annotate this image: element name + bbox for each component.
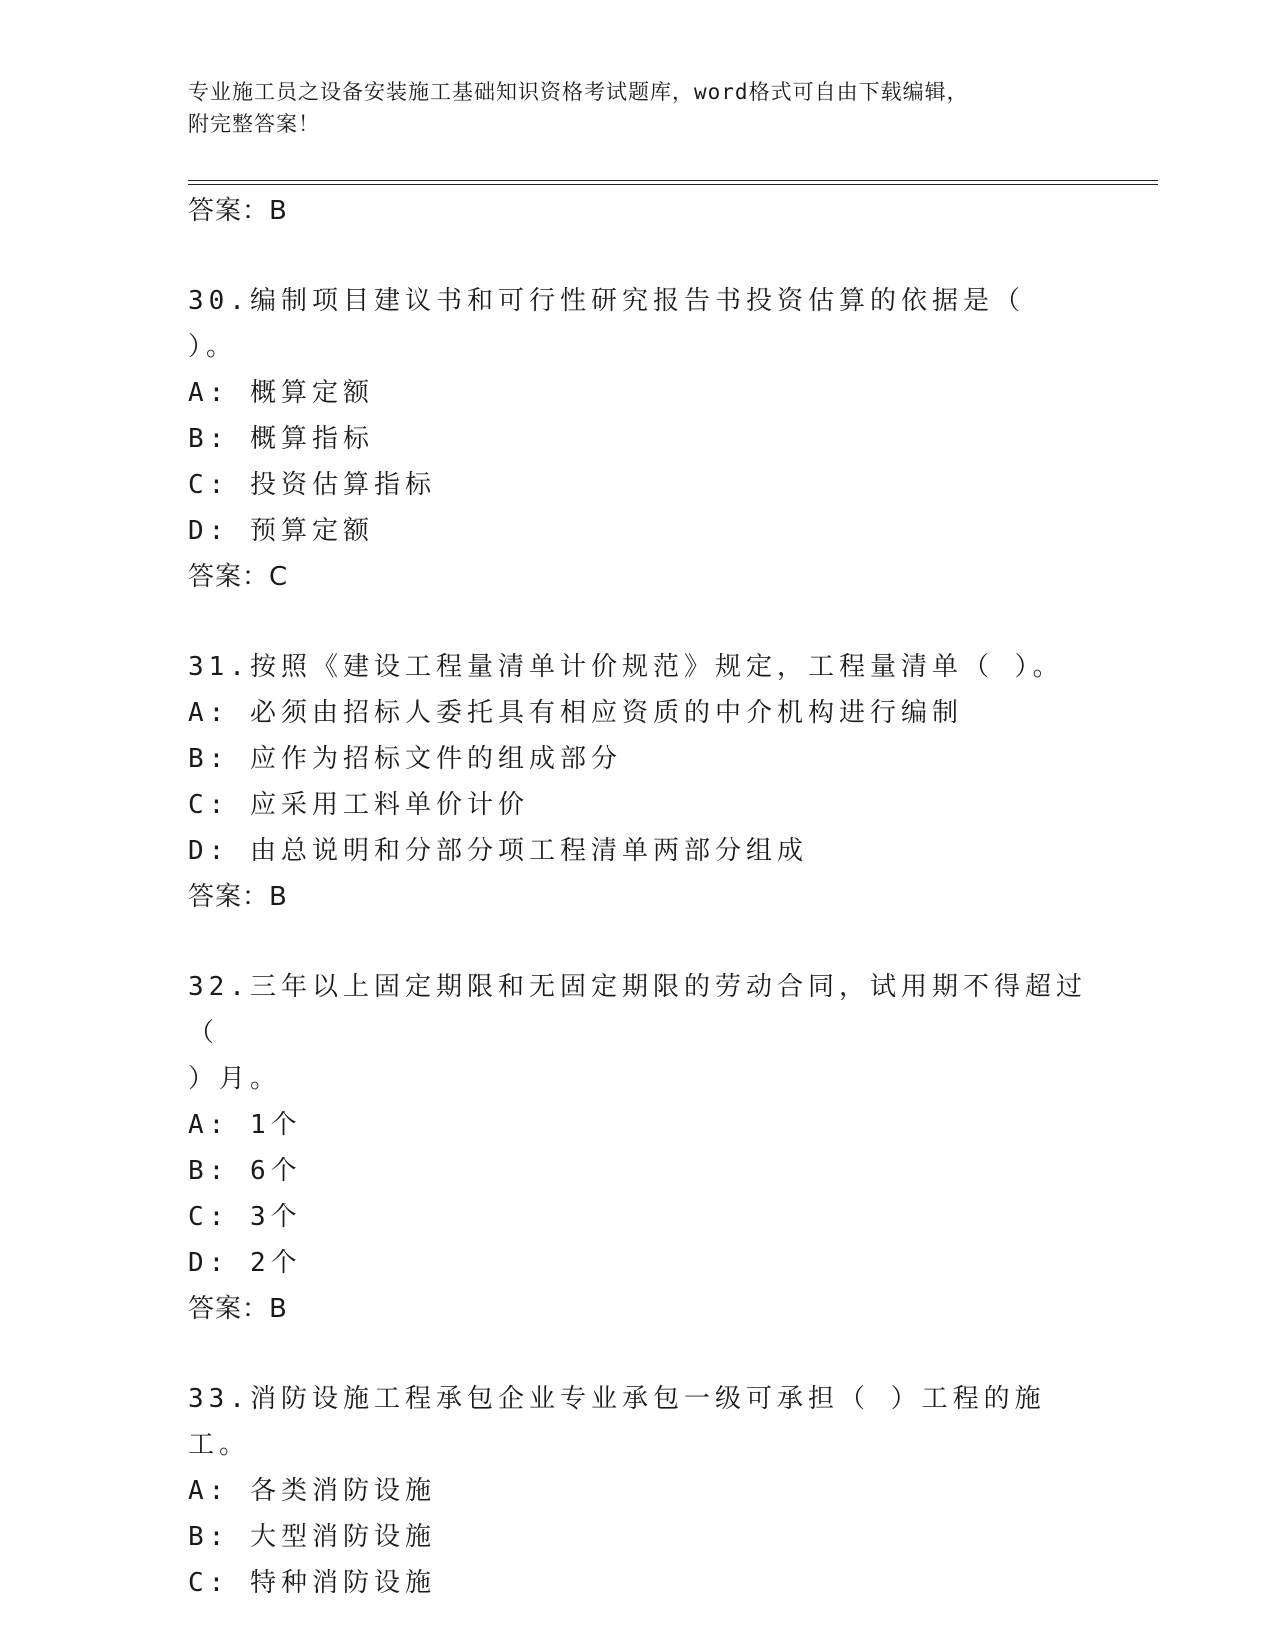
option-c: C: 应采用工料单价计价: [188, 790, 529, 820]
spacer: [188, 600, 1088, 644]
option-d: D: 2个: [188, 1248, 302, 1278]
question-stem: 32.三年以上固定期限和无固定期限的劳动合同，试用期不得超过（: [188, 972, 1087, 1048]
question-stem-continued: ）月。: [188, 1064, 282, 1094]
option-c: C: 特种消防设施: [188, 1568, 436, 1598]
option-a: A: 概算定额: [188, 378, 374, 408]
option-d: D: 由总说明和分部分项工程清单两部分组成: [188, 836, 808, 866]
answer-label: 答案：: [188, 562, 270, 592]
answer-value: B: [269, 196, 288, 226]
question-list: [188, 188, 1088, 1606]
option-b: B: 6个: [188, 1156, 302, 1186]
answer-value: C: [269, 562, 289, 592]
question-stem: 33.消防设施工程承包企业专业承包一级可承担（ ）工程的施工。: [188, 1384, 1046, 1460]
answer-line: [188, 874, 1088, 920]
option-c: C: 3个: [188, 1202, 302, 1232]
document-header: [188, 76, 1088, 140]
option-a: A: 1个: [188, 1110, 302, 1140]
spacer: [188, 1332, 1088, 1376]
question-stem: 31.按照《建设工程量清单计价规范》规定，工程量清单（ ）。: [188, 652, 1064, 682]
spacer: [188, 234, 1088, 278]
spacer: [188, 920, 1088, 964]
answer-label: 答案：: [188, 196, 270, 226]
answer-value: B: [269, 882, 288, 912]
option-b: B: 应作为招标文件的组成部分: [188, 744, 622, 774]
option-b: B: 概算指标: [188, 424, 374, 454]
answer-label: 答案：: [188, 1294, 270, 1324]
header-line-1: 专业施工员之设备安装施工基础知识资格考试题库，word格式可自由下载编辑，: [188, 80, 969, 104]
answer-value: B: [269, 1294, 288, 1324]
question-30: [188, 278, 1088, 600]
question-32: [188, 964, 1088, 1332]
question-31: [188, 644, 1088, 920]
answer-label: 答案：: [188, 882, 270, 912]
question-stem: 30.编制项目建议书和可行性研究报告书投资估算的依据是（ ）。: [188, 286, 1046, 362]
option-c: C: 投资估算指标: [188, 470, 436, 500]
option-a: A: 必须由招标人委托具有相应资质的中介机构进行编制: [188, 698, 963, 728]
answer-line: [188, 554, 1088, 600]
option-d: D: 预算定额: [188, 516, 374, 546]
header-divider-top: [188, 180, 1158, 181]
header-line-2: 附完整答案！: [188, 112, 320, 136]
header-divider-bottom: [188, 184, 1158, 185]
answer-line: [188, 188, 1088, 234]
answer-line: [188, 1286, 1088, 1332]
question-33: [188, 1376, 1088, 1606]
option-a: A: 各类消防设施: [188, 1476, 436, 1506]
option-b: B: 大型消防设施: [188, 1522, 436, 1552]
